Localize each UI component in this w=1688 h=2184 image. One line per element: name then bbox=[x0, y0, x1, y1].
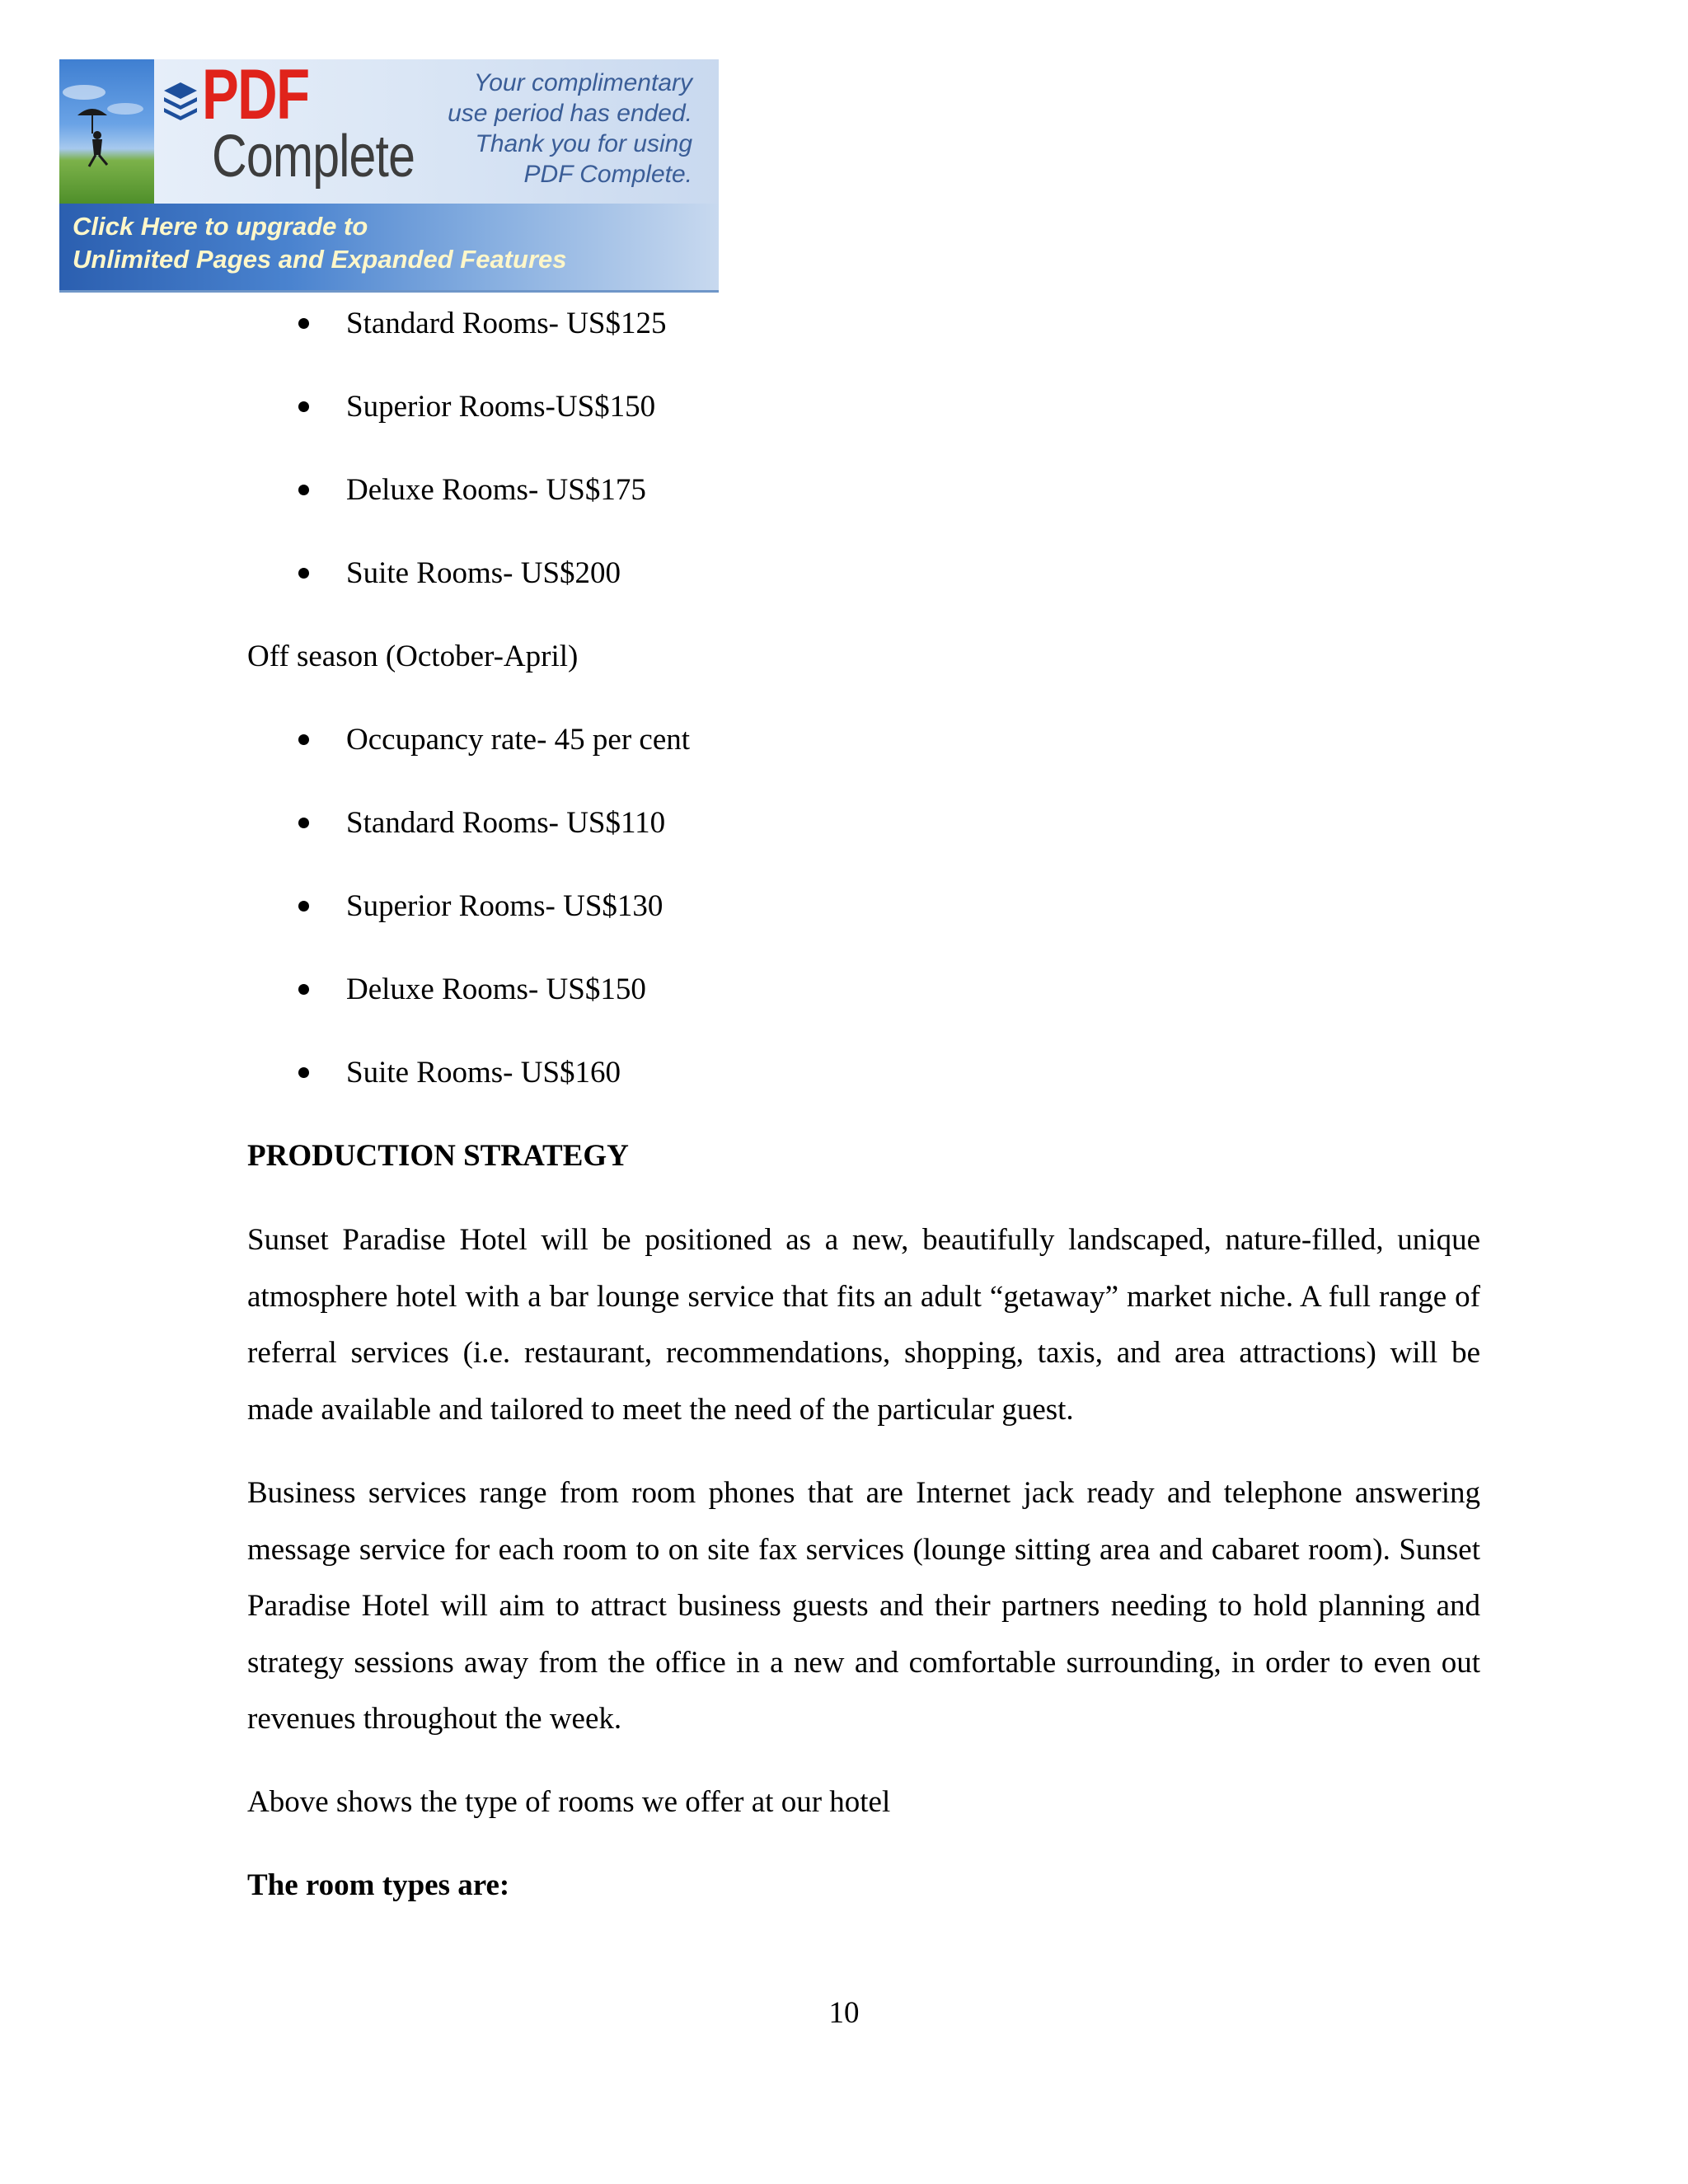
list-item bbox=[247, 963, 1480, 1046]
bullet-icon bbox=[298, 1067, 309, 1078]
pdf-complete-upgrade-banner[interactable] bbox=[59, 59, 719, 293]
list-item bbox=[247, 796, 1480, 879]
list-item-text: Superior Rooms-US$150 bbox=[346, 390, 656, 424]
logo-complete-text: Complete bbox=[212, 124, 415, 190]
upgrade-link[interactable] bbox=[73, 210, 567, 276]
positioning-paragraph: Sunset Paradise Hotel will be positioned as a new, beautifully landscaped, nature-filled, unique atmosphere hotel with a bar lounge service that fits an adult “getaway” market niche. A full range of referral services (i.e. restaurant, recommendations, shopping, taxis, and area attractions) will be made available and tailored to meet the need of the particular guest. bbox=[247, 1223, 1480, 1427]
banner-sky-photo bbox=[59, 59, 154, 204]
list-item bbox=[247, 713, 1480, 796]
pdf-complete-logo bbox=[154, 59, 451, 200]
list-item-text: Deluxe Rooms- US$175 bbox=[346, 473, 646, 507]
bullet-icon bbox=[298, 318, 309, 329]
list-item bbox=[247, 297, 1480, 380]
bullet-icon bbox=[298, 984, 309, 995]
business-services-paragraph: Business services range from room phones that are Internet jack ready and telephone answering message service for each room to on site fax services (lounge sitting area and cabaret room). Sunset Paradise Hotel will aim to attract business guests and their partners needing to hold planning and strategy sessions away from the office in a new and comfortable surrounding, in order to even out revenues throughout the week. bbox=[247, 1476, 1480, 1736]
message-line: Thank you for using bbox=[475, 130, 692, 157]
peak-rates-list bbox=[247, 297, 1480, 630]
list-item-text: Deluxe Rooms- US$150 bbox=[346, 972, 646, 1006]
list-item bbox=[247, 879, 1480, 963]
list-item-text: Suite Rooms- US$160 bbox=[346, 1056, 621, 1090]
bullet-icon bbox=[298, 401, 309, 412]
bullet-icon bbox=[298, 568, 309, 579]
message-line: PDF Complete. bbox=[523, 161, 692, 188]
person-figure-icon bbox=[93, 131, 101, 139]
bullet-icon bbox=[298, 818, 309, 828]
upgrade-line: Unlimited Pages and Expanded Features bbox=[73, 245, 567, 274]
layers-stack-icon bbox=[161, 79, 200, 129]
list-item-text: Suite Rooms- US$200 bbox=[346, 556, 621, 590]
room-types-heading: The room types are: bbox=[247, 1868, 510, 1902]
off-season-rates-list bbox=[247, 713, 1480, 1129]
production-strategy-heading: PRODUCTION STRATEGY bbox=[247, 1139, 629, 1173]
list-item bbox=[247, 1046, 1480, 1129]
banner-top-panel bbox=[59, 59, 719, 204]
list-item bbox=[247, 380, 1480, 463]
umbrella-icon bbox=[77, 109, 107, 115]
message-line: Your complimentary bbox=[473, 69, 692, 96]
upgrade-link-panel[interactable] bbox=[59, 204, 719, 290]
list-item bbox=[247, 463, 1480, 546]
list-item-text: Standard Rooms- US$110 bbox=[346, 806, 666, 840]
bullet-icon bbox=[298, 485, 309, 495]
document-body bbox=[247, 297, 1480, 1942]
list-item-text: Standard Rooms- US$125 bbox=[346, 307, 667, 340]
bullet-icon bbox=[298, 901, 309, 912]
logo-pdf-text: PDF bbox=[202, 59, 309, 134]
message-line: use period has ended. bbox=[448, 100, 692, 127]
rooms-note: Above shows the type of rooms we offer at our hotel bbox=[247, 1784, 891, 1819]
upgrade-line: Click Here to upgrade to bbox=[73, 212, 368, 241]
trial-ended-message bbox=[420, 68, 692, 190]
off-season-label: Off season (October-April) bbox=[247, 640, 579, 673]
list-item-text: Superior Rooms- US$130 bbox=[346, 889, 663, 923]
list-item bbox=[247, 546, 1480, 630]
page-number: 10 bbox=[828, 1996, 860, 2030]
list-item-text: Occupancy rate- 45 per cent bbox=[346, 723, 691, 757]
bullet-icon bbox=[298, 734, 309, 745]
